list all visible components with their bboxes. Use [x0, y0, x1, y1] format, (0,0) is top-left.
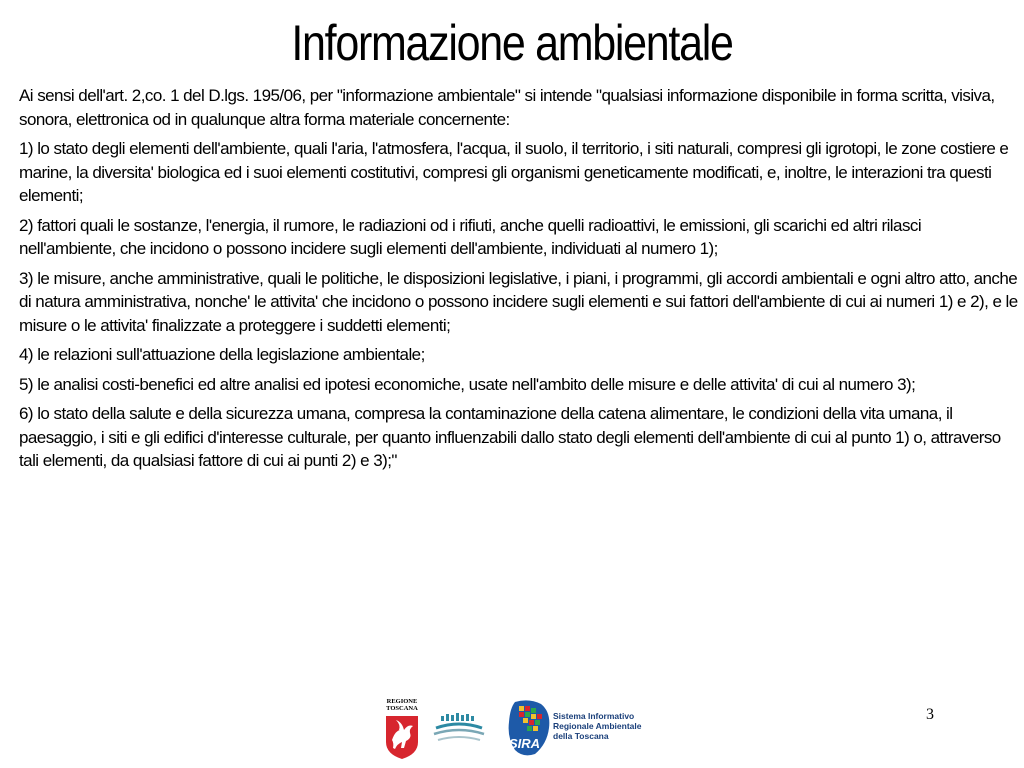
sira-badge: SIRA — [509, 736, 541, 751]
list-item: 6) lo stato della salute e della sicurezza umana, compresa la contaminazione della catena alimentare, le condizioni della vita umana, il paesaggio, i siti e gli edifici d'interesse culturale, per quanto influenzabili dallo stato degli elementi dell'ambiente di cui al punto 1) o, attraverso tali elementi, da qualsiasi fattore di cui ai punti 2) e 3);" — [19, 404, 1001, 470]
sira-line3: della Toscana — [553, 731, 609, 741]
sira-line1: Sistema Informativo — [553, 711, 635, 721]
sira-text — [553, 711, 648, 741]
slide-title: Informazione ambientale — [291, 15, 733, 71]
list-item: 3) le misure, anche amministrative, quali le politiche, le disposizioni legislative, i piani, i programmi, gli accordi ambientali e ogni altro atto, anche di natura amministrativa, nonche' le attivita' che incidono o possono incidere sugli elementi e sui fattori dell'ambiente di cui ai numeri 1) e 2), e le misure o le attivita' finalizzate a proteggere i suddetti elementi; — [19, 268, 1018, 335]
slide-body — [19, 84, 1019, 479]
slide-footer — [0, 690, 1024, 768]
list-item: 2) fattori quali le sostanze, l'energia, il rumore, le radiazioni od i rifiuti, anche quelli radioattivi, le emissioni, gli scarichi ed altri rilasci nell'ambiente, che incidono o possono incidere sugli elementi dell'ambiente, individuati al numero 1); — [19, 215, 922, 258]
sira-logo — [505, 698, 645, 758]
region-logo-line1: REGIONE — [386, 698, 418, 705]
list-item: 4) le relazioni sull'attuazione della legislazione ambientale; — [19, 345, 425, 364]
wave-logo-icon — [432, 704, 486, 746]
sira-line2: Regionale Ambientale — [553, 721, 642, 731]
list-item: 5) le analisi costi-benefici ed altre analisi ed ipotesi economiche, usate nell'ambito delle misure e delle attivita' di cui al numero 3); — [19, 374, 916, 394]
regione-toscana-logo — [382, 698, 422, 760]
pegasus-shield-icon — [382, 714, 422, 760]
page-number: 3 — [926, 706, 934, 723]
region-logo-line2: TOSCANA — [386, 705, 418, 712]
intro-paragraph: Ai sensi dell'art. 2,co. 1 del D.lgs. 195/06, per "informazione ambientale" si intende "qualsiasi informazione disponibile in forma scritta, visiva, sonora, elettronica od in qualunque altra forma materiale concernente: — [19, 86, 995, 129]
list-item: 1) lo stato degli elementi dell'ambiente, quali l'aria, l'atmosfera, l'acqua, il suolo, il territorio, i siti naturali, compresi gli igrotopi, le zone costiere e marine, la diversita' biologica ed i suoi elementi costitutivi, compresi gli organismi geneticamente modificati, e, inoltre, le interazioni tra questi elementi; — [19, 139, 1009, 205]
